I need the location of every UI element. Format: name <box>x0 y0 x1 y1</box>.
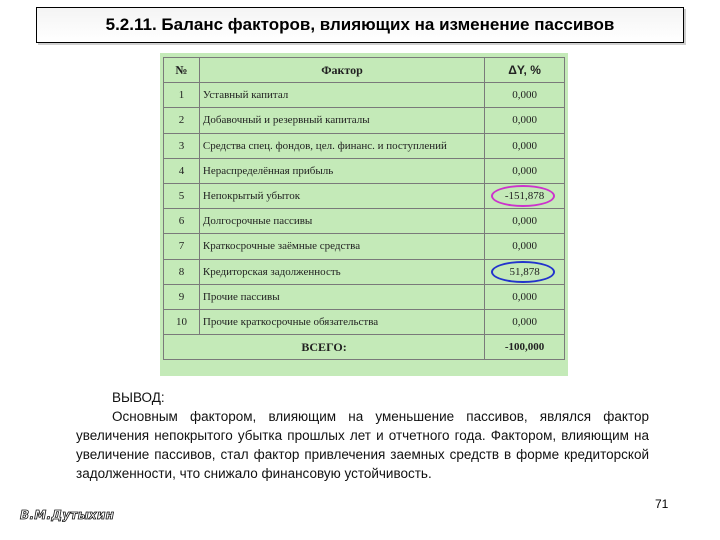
row-factor: Средства спец. фондов, цел. финанс. и поступлений <box>199 133 484 158</box>
row-factor: Добавочный и резервный капиталы <box>199 108 484 133</box>
row-num: 3 <box>164 133 200 158</box>
slide-title: 5.2.11. Баланс факторов, влияющих на изменение пассивов <box>105 15 615 34</box>
row-num: 7 <box>164 234 200 259</box>
table-row <box>164 108 565 133</box>
conclusion-block <box>76 388 649 483</box>
table-row <box>164 83 565 108</box>
row-value: 0,000 <box>485 284 565 309</box>
row-num: 1 <box>164 83 200 108</box>
row-value: 0,000 <box>485 83 565 108</box>
total-value: -100,000 <box>485 335 565 360</box>
row-factor: Кредиторская задолженность <box>199 259 484 284</box>
table-header-row <box>164 58 565 83</box>
row-num: 10 <box>164 309 200 334</box>
total-label: ВСЕГО: <box>164 335 485 360</box>
header-num: № <box>164 58 200 83</box>
table-row <box>164 209 565 234</box>
row-value: 0,000 <box>485 133 565 158</box>
row-num: 6 <box>164 209 200 234</box>
row-factor: Долгосрочные пассивы <box>199 209 484 234</box>
row-value: 0,000 <box>485 309 565 334</box>
row-value: 0,000 <box>485 209 565 234</box>
conclusion-heading: ВЫВОД: <box>112 390 165 405</box>
author-signature: В.М.Дутыхин <box>20 508 115 522</box>
row-value-highlighted <box>485 183 565 208</box>
row-num: 9 <box>164 284 200 309</box>
row-value: 0,000 <box>485 234 565 259</box>
factors-table <box>163 57 565 360</box>
highlighted-value: -151,878 <box>504 190 545 203</box>
row-factor: Прочие пассивы <box>199 284 484 309</box>
row-factor: Непокрытый убыток <box>199 183 484 208</box>
factors-table-panel <box>160 53 568 376</box>
row-num: 2 <box>164 108 200 133</box>
table-row <box>164 259 565 284</box>
row-num: 5 <box>164 183 200 208</box>
row-factor: Уставный капитал <box>199 83 484 108</box>
table-total-row <box>164 335 565 360</box>
table-row <box>164 284 565 309</box>
row-factor: Нераспределённая прибыль <box>199 158 484 183</box>
table-row <box>164 133 565 158</box>
conclusion-text: Основным фактором, влияющим на уменьшение пассивов, являлся фактор увеличения непокрытого убытка прошлых лет и отчетного года. Фактором, влияющим на увеличение пассивов, стал фактор привлечения заемных средств в форме кредиторской задолженности, что снижало финансовую устойчивость. <box>76 409 649 481</box>
slide-title-box <box>36 7 684 43</box>
table-row <box>164 234 565 259</box>
row-value-highlighted <box>485 259 565 284</box>
table-row <box>164 309 565 334</box>
highlighted-value: 51,878 <box>509 265 540 278</box>
table-row <box>164 183 565 208</box>
row-factor: Краткосрочные заёмные средства <box>199 234 484 259</box>
table-row <box>164 158 565 183</box>
row-value: 0,000 <box>485 158 565 183</box>
page-number: 71 <box>655 497 669 511</box>
header-factor: Фактор <box>199 58 484 83</box>
header-delta: ΔY, % <box>485 58 565 83</box>
row-num: 8 <box>164 259 200 284</box>
row-num: 4 <box>164 158 200 183</box>
row-factor: Прочие краткосрочные обязательства <box>199 309 484 334</box>
row-value: 0,000 <box>485 108 565 133</box>
